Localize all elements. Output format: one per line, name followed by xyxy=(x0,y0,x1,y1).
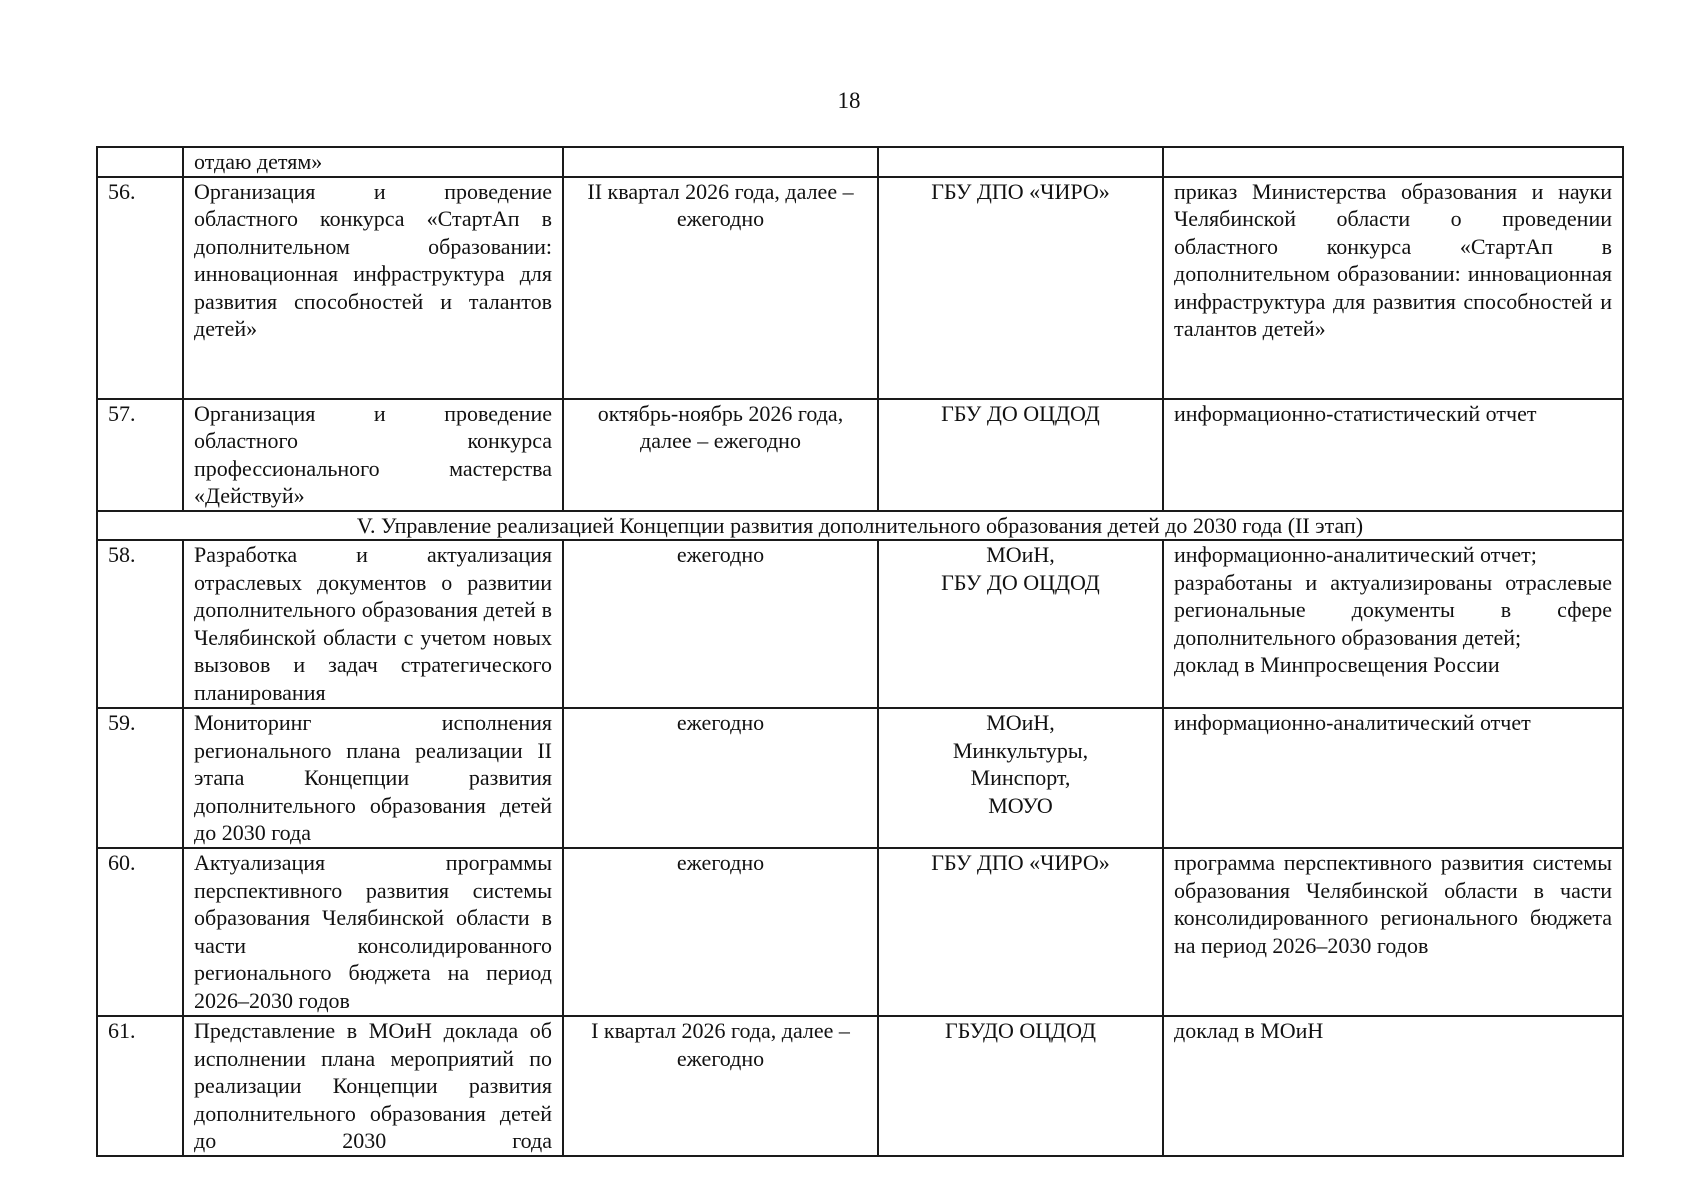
row-number: 59. xyxy=(97,708,183,848)
period-cell: октябрь-ноябрь 2026 года, далее – ежегодно xyxy=(563,399,878,511)
row-number: 57. xyxy=(97,399,183,511)
table-row xyxy=(97,540,1623,708)
result-cell: доклад в МОиН xyxy=(1163,1016,1623,1156)
responsible-cell: МОиН, ГБУ ДО ОЦДОД xyxy=(878,540,1163,708)
result-cell: информационно-аналитический отчет; разработаны и актуализированы отраслевые региональные документы в сфере дополнительного образования детей; доклад в Минпросвещения России xyxy=(1163,540,1623,708)
table-row-continuation xyxy=(97,147,1623,177)
responsible-cell: ГБУ ДПО «ЧИРО» xyxy=(878,848,1163,1016)
period-cell: I квартал 2026 года, далее – ежегодно xyxy=(563,1016,878,1156)
activity-cell: Организация и проведение областного конкурса «СтартАп в дополнительном образовании: инновационная инфраструктура для развития способностей и талантов детей» xyxy=(183,177,563,399)
cell-result xyxy=(1163,147,1623,177)
activity-cell: Актуализация программы перспективного развития системы образования Челябинской области в части консолидированного регионального бюджета на период 2026–2030 годов xyxy=(183,848,563,1016)
cell-num xyxy=(97,147,183,177)
responsible-cell: ГБУ ДО ОЦДОД xyxy=(878,399,1163,511)
period-cell: ежегодно xyxy=(563,708,878,848)
table-row xyxy=(97,848,1623,1016)
cell-activity: отдаю детям» xyxy=(183,147,563,177)
table-row xyxy=(97,708,1623,848)
row-number: 58. xyxy=(97,540,183,708)
table-row xyxy=(97,399,1623,511)
result-cell: информационно-аналитический отчет xyxy=(1163,708,1623,848)
activity-cell: Организация и проведение областного конкурса профессионального мастерства «Действуй» xyxy=(183,399,563,511)
row-number: 56. xyxy=(97,177,183,399)
period-cell: ежегодно xyxy=(563,848,878,1016)
responsible-cell: ГБУ ДПО «ЧИРО» xyxy=(878,177,1163,399)
cell-period xyxy=(563,147,878,177)
period-cell: ежегодно xyxy=(563,540,878,708)
period-cell: II квартал 2026 года, далее – ежегодно xyxy=(563,177,878,399)
page-number: 18 xyxy=(837,88,861,113)
row-number: 61. xyxy=(97,1016,183,1156)
section-header-row xyxy=(97,511,1623,541)
activity-cell: Представление в МОиН доклада об исполнении плана мероприятий по реализации Концепции развития дополнительного образования детей до 2030 года xyxy=(183,1016,563,1156)
table-row xyxy=(97,177,1623,399)
result-cell: информационно-статистический отчет xyxy=(1163,399,1623,511)
activity-cell: Разработка и актуализация отраслевых документов о развитии дополнительного образования детей в Челябинской области с учетом новых вызовов и задач стратегического планирования xyxy=(183,540,563,708)
result-cell: программа перспективного развития системы образования Челябинской области в части консолидированного регионального бюджета на период 2026–2030 годов xyxy=(1163,848,1623,1016)
row-number: 60. xyxy=(97,848,183,1016)
responsible-cell: МОиН, Минкультуры, Минспорт, МОУО xyxy=(878,708,1163,848)
cell-responsible xyxy=(878,147,1163,177)
result-cell: приказ Министерства образования и науки Челябинской области о проведении областного конкурса «СтартАп в дополнительном образовании: инновационная инфраструктура для развития способностей и талантов детей» xyxy=(1163,177,1623,399)
activity-cell: Мониторинг исполнения регионального плана реализации II этапа Концепции развития дополнительного образования детей до 2030 года xyxy=(183,708,563,848)
section-title: V. Управление реализацией Концепции развития дополнительного образования детей до 2030 года (II этап) xyxy=(97,511,1623,541)
activity-plan-table xyxy=(96,146,1624,1157)
table-row xyxy=(97,1016,1623,1156)
responsible-cell: ГБУДО ОЦДОД xyxy=(878,1016,1163,1156)
